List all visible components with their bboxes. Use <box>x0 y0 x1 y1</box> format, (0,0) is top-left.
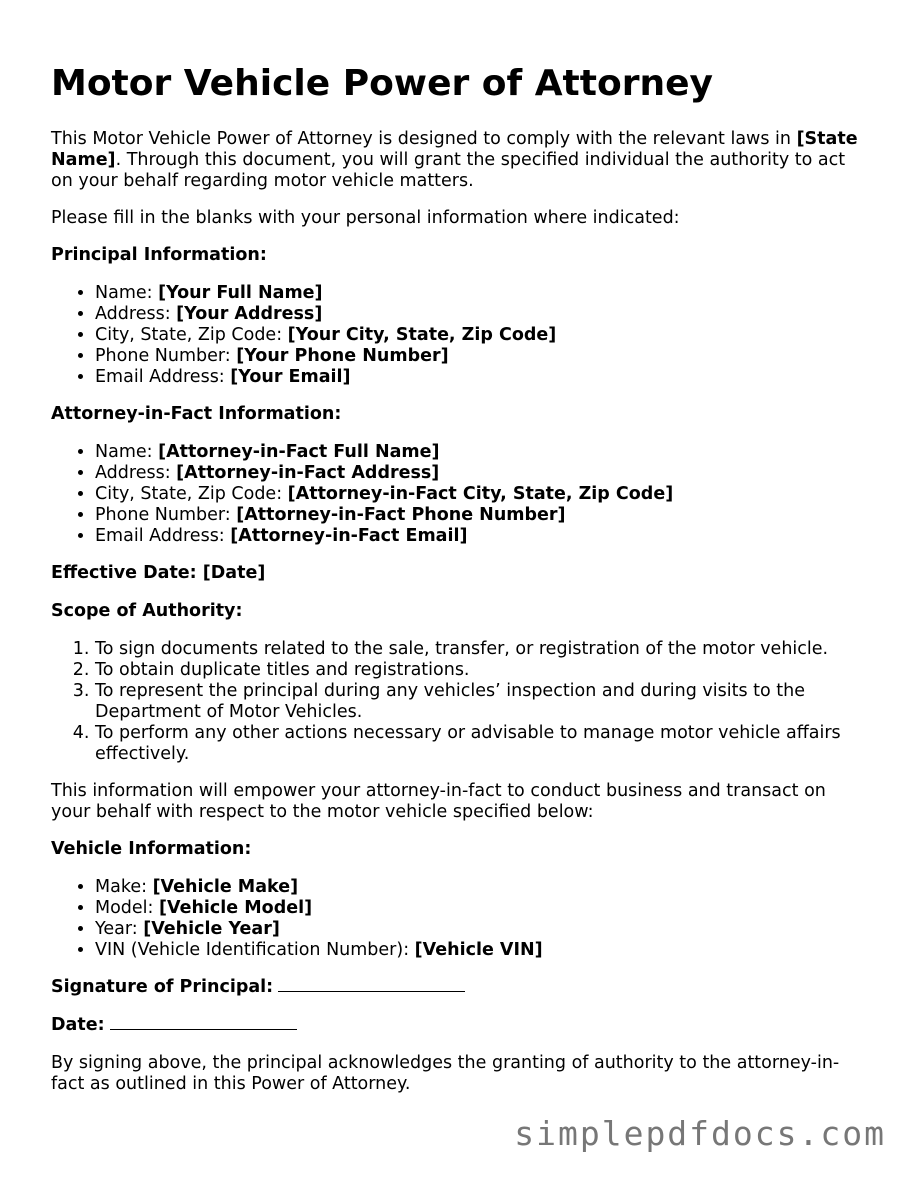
attorney-city-item: • City, State, Zip Code: [Attorney-in-Fact City, State, Zip Code] <box>95 484 866 505</box>
scope-item: 1. To sign documents related to the sale, transfer, or registration of the motor vehicle. <box>95 639 866 660</box>
principal-city-item: • City, State, Zip Code: [Your City, State, Zip Code] <box>95 325 866 346</box>
vehicle-model-item: • Model: [Vehicle Model] <box>95 898 866 919</box>
vehicle-vin-item: • VIN (Vehicle Identification Number): [Vehicle VIN] <box>95 940 866 961</box>
effective-date: Effective Date: [Date] <box>51 563 266 584</box>
intro-paragraph <box>51 129 866 192</box>
attorney-email-item: • Email Address: [Attorney-in-Fact Email] <box>95 526 866 547</box>
closing-paragraph: By signing above, the principal acknowledges the granting of authority to the attorney-in-fact as outlined in this Power of Attorney. <box>51 1053 840 1095</box>
principal-heading: Principal Information: <box>51 245 267 266</box>
date-field[interactable] <box>51 1015 866 1036</box>
principal-list <box>51 283 866 388</box>
vehicle-year-item: • Year: [Vehicle Year] <box>95 919 866 940</box>
date-line[interactable] <box>110 1015 297 1030</box>
vehicle-list <box>51 877 866 961</box>
attorney-heading: Attorney-in-Fact Information: <box>51 404 342 425</box>
intro-text-1: This Motor Vehicle Power of Attorney is designed to comply with the relevant laws in <box>51 129 797 150</box>
state-name-placeholder: [State Name] <box>51 129 858 171</box>
watermark: simplepdfdocs.com <box>514 1114 886 1153</box>
vehicle-make-item: • Make: [Vehicle Make] <box>95 877 866 898</box>
attorney-address-item: • Address: [Attorney-in-Fact Address] <box>95 463 866 484</box>
document-title: Motor Vehicle Power of Attorney <box>51 63 713 104</box>
principal-phone-item: • Phone Number: [Your Phone Number] <box>95 346 866 367</box>
attorney-phone-item: • Phone Number: [Attorney-in-Fact Phone Number] <box>95 505 866 526</box>
vehicle-heading: Vehicle Information: <box>51 839 252 860</box>
signature-line[interactable] <box>278 977 465 992</box>
scope-heading: Scope of Authority: <box>51 601 243 622</box>
attorney-name-item: • Name: [Attorney-in-Fact Full Name] <box>95 442 866 463</box>
empower-paragraph: This information will empower your attorney-in-fact to conduct business and transact on your behalf with respect to the motor vehicle specified below: <box>51 781 826 823</box>
date-label: Date: <box>51 1015 105 1036</box>
scope-item: 4. To perform any other actions necessary or advisable to manage motor vehicle affairs effectively. <box>95 723 866 765</box>
principal-email-item: • Email Address: [Your Email] <box>95 367 866 388</box>
scope-list <box>51 639 866 765</box>
scope-item: 2. To obtain duplicate titles and registrations. <box>95 660 866 681</box>
principal-address-item: • Address: [Your Address] <box>95 304 866 325</box>
document-page <box>51 62 866 1111</box>
attorney-list <box>51 442 866 547</box>
principal-name-item: • Name: [Your Full Name] <box>95 283 866 304</box>
signature-label: Signature of Principal: <box>51 977 274 998</box>
intro-text-2: . Through this document, you will grant the specified individual the authority to act on your behalf regarding motor vehicle matters. <box>51 150 846 192</box>
signature-field[interactable] <box>51 977 866 998</box>
instructions-paragraph: Please fill in the blanks with your personal information where indicated: <box>51 208 680 229</box>
scope-item: 3. To represent the principal during any vehicles’ inspection and during visits to the Department of Motor Vehicles. <box>95 681 866 723</box>
